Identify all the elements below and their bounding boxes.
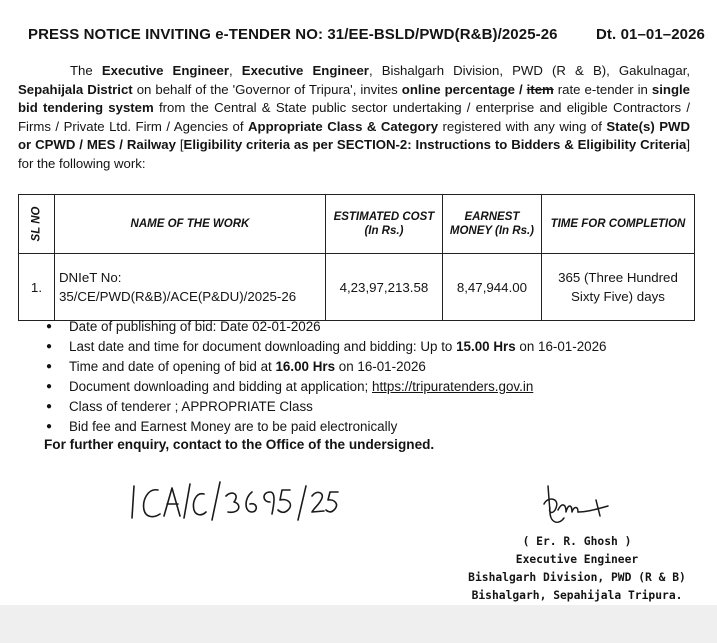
point-text: Class of tenderer ; APPROPRIATE Class: [69, 399, 313, 414]
intro-bold: Sepahijala District: [18, 81, 133, 97]
notice-title-text: PRESS NOTICE INVITING e-TENDER NO: 31/EE-BSLD/PWD(R&B)/2025-26: [28, 26, 558, 43]
intro-bold: Eligibility criteria as per SECTION-2: Instructions to Bidders & Eligibility Criteria: [183, 137, 687, 152]
enquiry-note: For further enquiry, contact to the Office of the undersigned.: [44, 437, 435, 452]
work-nit-number: 35/CE/PWD(R&B)/ACE(P&DU)/2025-26: [58, 289, 297, 304]
signatory-place: Bishalgarh, Sepahijala Tripura.: [471, 589, 683, 602]
intro-text: registered with any wing of: [438, 118, 607, 134]
intro-text: The: [70, 63, 102, 78]
intro-bold: online percentage /: [401, 81, 527, 97]
header-sl-label: SL NO: [30, 206, 43, 242]
header-estimated-cost: ESTIMATED COST (In Rs.): [325, 195, 442, 254]
intro-bold: Executive Engineer: [241, 63, 369, 78]
notice-title: [28, 26, 705, 43]
intro-bold: single bid tendering system: [18, 81, 691, 115]
list-item: [46, 377, 607, 397]
list-item: [46, 337, 607, 357]
intro-text: on behalf of the 'Governor of Tripura', invites: [132, 81, 402, 97]
signature-mark: [534, 482, 614, 532]
bullet-icon: ●: [46, 401, 53, 412]
signatory-office: Bishalgarh Division, PWD (R & B): [468, 571, 686, 584]
cell-sl: 1.: [19, 254, 55, 321]
page-bottom-margin: [0, 605, 717, 643]
key-dates-list: [46, 317, 607, 437]
point-bold: 16.00 Hrs: [275, 359, 336, 374]
tender-portal-link[interactable]: https://tripuratenders.gov.in: [372, 379, 534, 394]
point-text: Bid fee and Earnest Money are to be paid electronically: [69, 419, 398, 434]
intro-bold: State(s) PWD or CPWD / MES / Railway: [18, 118, 690, 152]
cell-earnest-money: 8,47,944.00: [442, 254, 541, 321]
intro-text: ] for the following work:: [18, 137, 690, 171]
cell-estimated-cost: 4,23,97,213.58: [325, 254, 442, 321]
point-text: Time and date of opening of bid at: [69, 359, 276, 374]
intro-text: , Bishalgarh Division, PWD (R & B), Gakulnagar,: [368, 63, 691, 78]
intro-text: [: [175, 137, 184, 152]
header-name-of-work: NAME OF THE WORK: [54, 195, 325, 254]
notice-date: Dt. 01–01–2026: [596, 26, 705, 43]
signatory-name: ( Er. R. Ghosh ): [522, 535, 632, 548]
header-sl-no: [19, 195, 55, 254]
point-text: on 16-01-2026: [335, 359, 426, 374]
bullet-icon: ●: [46, 321, 53, 332]
point-text: Date of publishing of bid: Date 02-01-2026: [69, 319, 321, 334]
list-item: [46, 417, 607, 437]
bullet-icon: ●: [46, 361, 53, 372]
point-text: Document downloading and bidding at application;: [69, 379, 372, 394]
header-earnest-money: EARNEST MONEY (In Rs.): [442, 195, 541, 254]
time-line-2: Sixty Five) days: [571, 289, 665, 304]
intro-text: ,: [229, 63, 242, 78]
table-header-row: [19, 195, 695, 254]
bullet-icon: ●: [46, 341, 53, 352]
list-item: [46, 397, 607, 417]
intro-bold: Appropriate Class & Category: [248, 118, 439, 134]
signatory-designation: Executive Engineer: [515, 553, 639, 566]
intro-text: rate e-tender in: [553, 81, 652, 97]
cell-name-of-work: [54, 254, 325, 321]
table-row: [19, 254, 695, 321]
list-item: [46, 317, 607, 337]
time-line-1: 365 (Three Hundred: [558, 270, 678, 285]
cell-time-for-completion: [541, 254, 694, 321]
point-text: Last date and time for document downloading and bidding: Up to: [69, 339, 457, 354]
point-bold: 15.00 Hrs: [456, 339, 516, 354]
signatory-block: [462, 533, 692, 605]
intro-paragraph: [18, 62, 690, 173]
intro-bold: Executive Engineer: [101, 63, 229, 78]
intro-text: from the Central & State public sector undertaking / enterprise and eligible Contractors / Firms / Private Ltd. Firm / Agencies of: [18, 100, 690, 134]
intro-strike: item: [526, 81, 554, 97]
list-item: [46, 357, 607, 377]
point-text: on 16-01-2026: [515, 339, 607, 354]
bullet-icon: ●: [46, 421, 53, 432]
header-time-for-completion: TIME FOR COMPLETION: [541, 195, 694, 254]
work-nit-label: DNIeT No:: [58, 270, 122, 285]
bullet-icon: ●: [46, 381, 53, 392]
works-table: [18, 194, 695, 321]
handwritten-reference-mark: [128, 478, 343, 524]
